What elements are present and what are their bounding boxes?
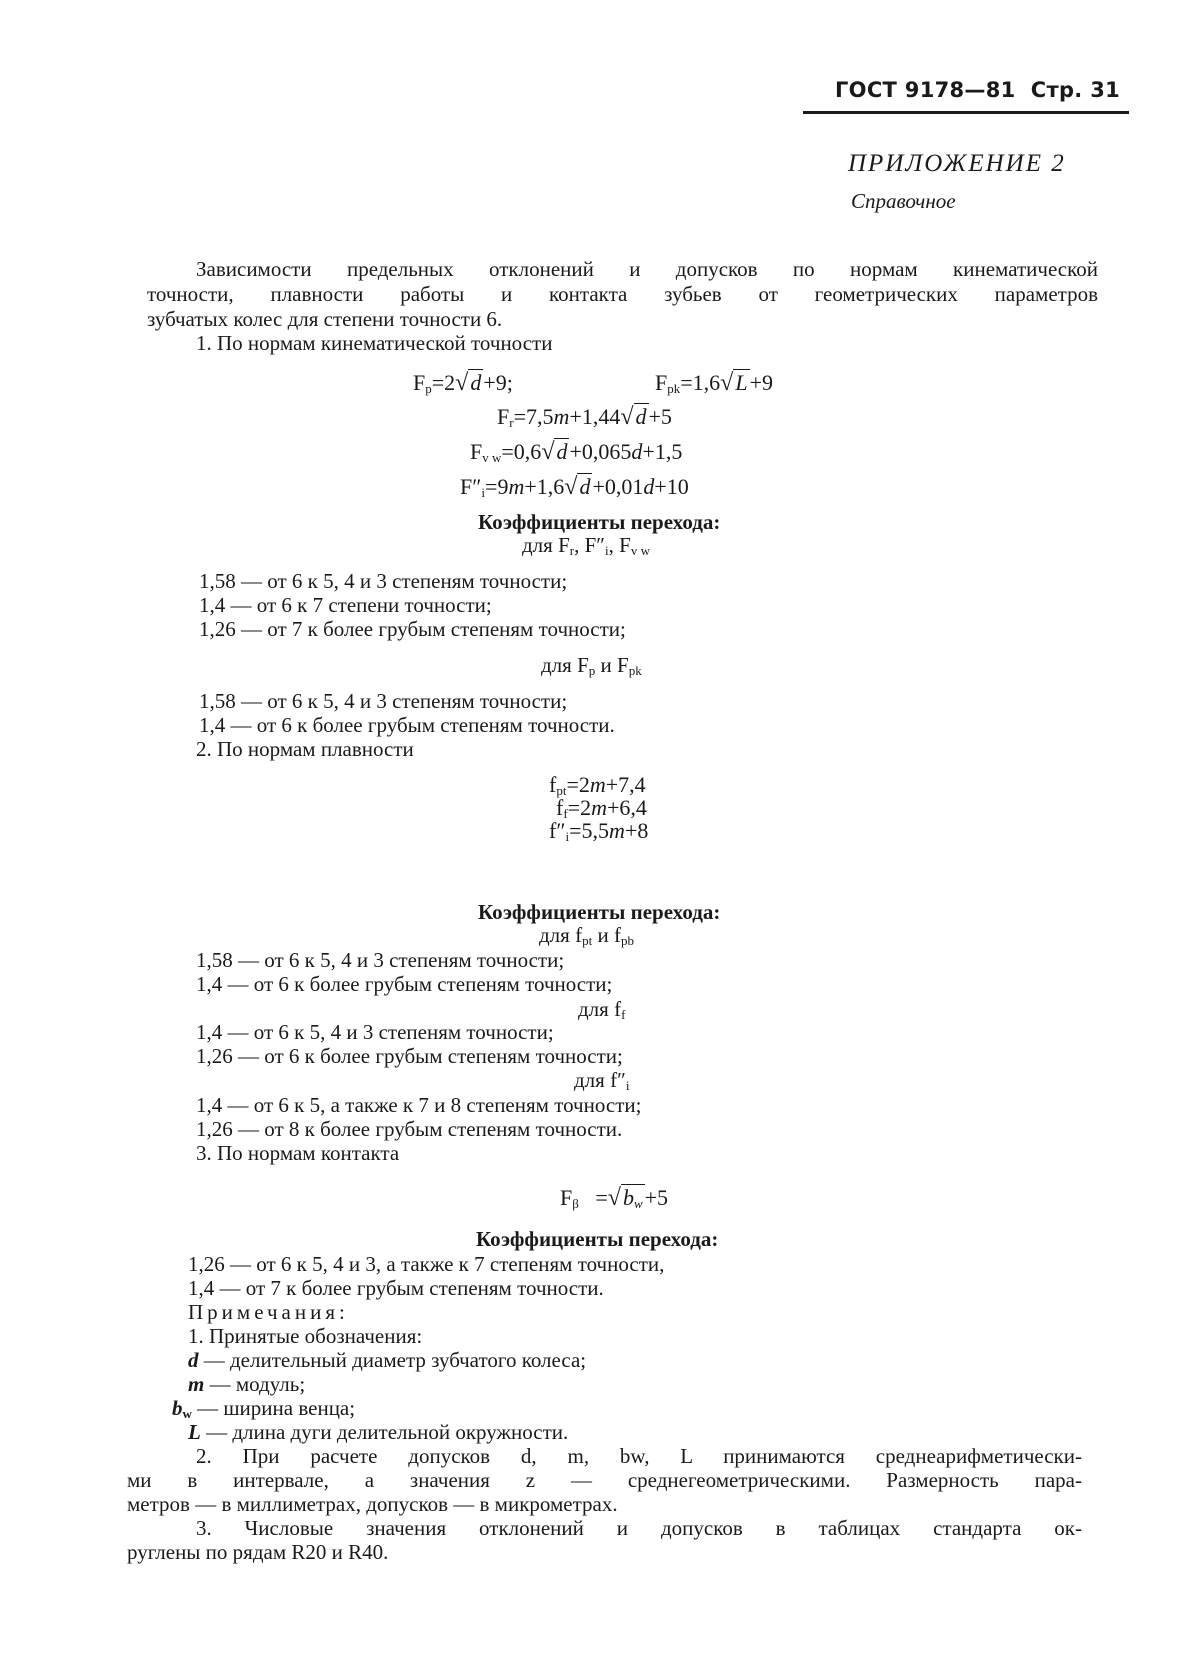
section1-coef-title: Коэффициенты перехода: <box>478 510 721 534</box>
section3-title: 3. По нормам контакта <box>196 1141 400 1165</box>
section2-group2-label: для $f_f$ <box>578 997 626 1022</box>
section3-item: 1,4 — от 7 к более грубым степеням точности. <box>188 1276 604 1300</box>
section1-g2-item: 1,58 — от 6 к 5, 4 и 3 степеням точности; <box>199 689 568 713</box>
note2-line-1: 2. При расчете допусков d, m, bw, L принимаются среднеарифметически- <box>196 1444 1082 1468</box>
note2-line-3: метров — в миллиметрах, допусков — в микрометрах. <box>127 1492 618 1516</box>
section2-group3-label: для $f''_i$ <box>574 1068 630 1093</box>
section1-g2-item: 1,4 — от 6 к более грубым степеням точности. <box>199 713 615 737</box>
formula-fvw: $F_{v w}=0,6√d+0,065d+1,5$ <box>470 439 683 465</box>
formula-ff: $f_f=2m+6,4$ <box>556 795 647 821</box>
formula-fp: $F_p=2√d+9$; <box>413 370 513 396</box>
section2-g3-item: 1,26 — от 8 к более грубым степеням точности. <box>196 1117 623 1141</box>
note3-line-1: 3. Числовые значения отклонений и допусков в таблицах стандарта ок- <box>196 1516 1082 1540</box>
note3-line-2: руглены по рядам R20 и R40. <box>127 1540 389 1564</box>
section1-title: 1. По нормам кинематической точности <box>196 331 553 355</box>
intro-line-2: точности, плавности работы и контакта зубьев от геометрических параметров <box>147 282 1098 306</box>
appendix-type: Справочное <box>851 189 956 213</box>
intro-line-1: Зависимости предельных отклонений и допусков по нормам кинематической <box>196 257 1098 281</box>
section2-g3-item: 1,4 — от 6 к 5, а также к 7 и 8 степеням точности; <box>196 1093 642 1117</box>
formula-fpt: $f_{pt}=2m+7,4$ <box>549 772 646 798</box>
page-number: Стр. 31 <box>1030 78 1121 102</box>
section2-g2-item: 1,4 — от 6 к 5, 4 и 3 степеням точности; <box>196 1020 554 1044</box>
formula-fpk: $F_{pk}=1,6√L+9$ <box>655 370 774 396</box>
section2-g1-item: 1,58 — от 6 к 5, 4 и 3 степеням точности; <box>196 948 565 972</box>
header-rule <box>803 111 1129 114</box>
section2-g2-item: 1,26 — от 6 к более грубым степеням точности; <box>196 1044 623 1068</box>
intro-line-3: зубчатых колес для степени точности 6. <box>147 307 503 331</box>
section3-item: 1,26 — от 6 к 5, 4 и 3, а также к 7 степеням точности, <box>188 1252 665 1276</box>
section2-title: 2. По нормам плавности <box>196 737 414 761</box>
symbol-d: d — делительный диаметр зубчатого колеса; <box>188 1348 587 1372</box>
formula-fr: $F_r=7,5m+1,44√d+5$ <box>497 404 672 430</box>
symbol-L: L — длина дуги делительной окружности. <box>188 1420 569 1444</box>
notes-title: Примечания: <box>188 1300 349 1324</box>
formula-fi-small: $f''_i=5,5m+8$ <box>549 818 649 844</box>
appendix-title: ПРИЛОЖЕНИЕ 2 <box>848 150 1066 177</box>
section1-g1-item: 1,4 — от 6 к 7 степени точности; <box>199 593 492 617</box>
section1-g1-item: 1,26 — от 7 к более грубым степеням точности; <box>199 617 626 641</box>
section2-g1-item: 1,4 — от 6 к более грубым степеням точности; <box>196 972 613 996</box>
section2-coef-title: Коэффициенты перехода: <box>478 900 721 924</box>
note1-title: 1. Принятые обозначения: <box>188 1324 423 1348</box>
symbol-bw: $b_w$ — ширина венца; <box>172 1396 356 1421</box>
section1-group1-label: для $F_r$, $F''_i$, $F_{v w}$ <box>522 533 650 558</box>
standard-number: ГОСТ 9178—81 <box>835 78 1016 102</box>
formula-fi: $F''_i=9m+1,6√d+0,01d+10$ <box>460 474 689 500</box>
section1-g1-item: 1,58 — от 6 к 5, 4 и 3 степеням точности; <box>199 569 568 593</box>
section3-coef-title: Коэффициенты перехода: <box>476 1227 719 1251</box>
note2-line-2: ми в интервале, а значения z — среднегеометрическими. Размерность пара- <box>127 1468 1082 1492</box>
symbol-m: m — модуль; <box>188 1372 306 1396</box>
formula-fbeta: $F_\beta$ $=√b_w+5$ <box>560 1185 669 1211</box>
section2-group1-label: для $f_{pt}$ и $f_{pb}$ <box>539 923 634 948</box>
section1-group2-label: для $F_p$ и $F_{pk}$ <box>541 653 642 678</box>
page-header <box>835 78 1120 102</box>
